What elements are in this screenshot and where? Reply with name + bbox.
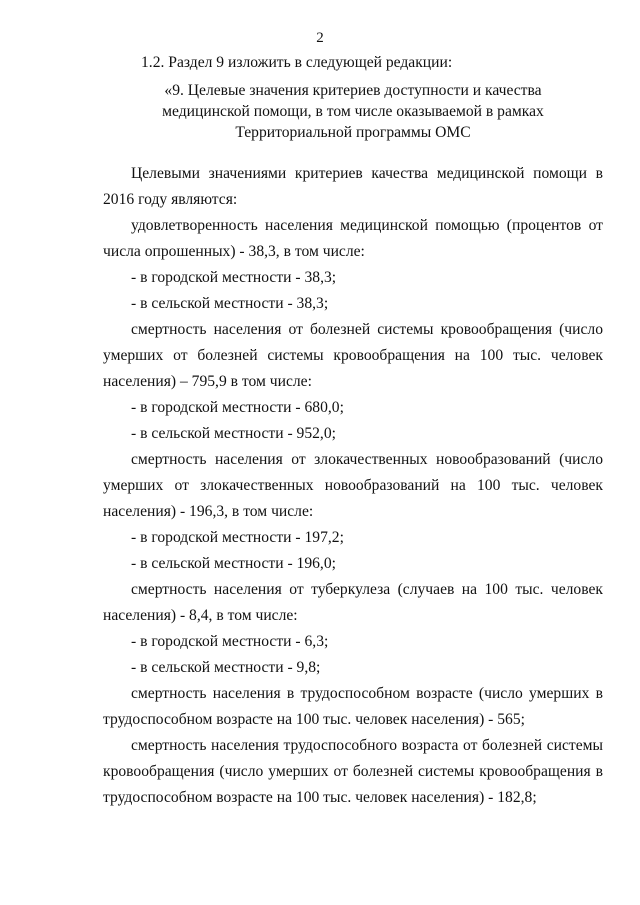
criterion-subitem: - в городской местности - 197,2; [131, 529, 344, 546]
criteria-list [103, 161, 603, 811]
criterion-subitem: - в сельской местности - 9,8; [131, 659, 321, 676]
criterion-subitem: - в сельской местности - 952,0; [131, 425, 336, 442]
criterion-paragraph: смертность населения в трудоспособном возрасте (число умерших в трудоспособном возрасте на 100 тыс. человек населения) - 565; [103, 685, 603, 728]
criterion-paragraph: удовлетворенность населения медицинской помощью (процентов от числа опрошенных) - 38,3, в том числе: [103, 217, 603, 260]
page-number: 2 [316, 30, 324, 46]
criterion-subitem: - в городской местности - 6,3; [131, 633, 329, 650]
section-title-line: «9. Целевые значения критериев доступности и качества [164, 82, 542, 99]
criterion-paragraph: смертность населения от злокачественных новообразований (число умерших от злокачественных новообразований на 100 тыс. человек населения) - 196,3, в том числе: [103, 451, 603, 520]
section-title-line: Территориальной программы ОМС [235, 124, 471, 141]
criterion-subitem: - в сельской местности - 196,0; [131, 555, 336, 572]
criterion-paragraph: смертность населения от болезней системы кровообращения (число умерших от болезней системы кровообращения на 100 тыс. человек населения) – 795,9 в том числе: [103, 321, 603, 390]
section-title [103, 80, 603, 143]
criterion-subitem: - в городской местности - 680,0; [131, 399, 344, 416]
document-body [103, 50, 603, 811]
criterion-paragraph: смертность населения от туберкулеза (случаев на 100 тыс. человек населения) - 8,4, в том числе: [103, 581, 603, 624]
criterion-subitem: - в городской местности - 38,3; [131, 269, 337, 286]
amendment-instruction: 1.2. Раздел 9 изложить в следующей редакции: [141, 54, 453, 71]
criterion-paragraph: Целевыми значениями критериев качества медицинской помощи в 2016 году являются: [103, 165, 603, 208]
criterion-subitem: - в сельской местности - 38,3; [131, 295, 329, 312]
section-title-line: медицинской помощи, в том числе оказываемой в рамках [162, 103, 544, 120]
criterion-paragraph: смертность населения трудоспособного возраста от болезней системы кровообращения (число умерших от болезней системы кровообращения в трудоспособном возрасте на 100 тыс. человек населения) - 182,8; [103, 737, 603, 806]
